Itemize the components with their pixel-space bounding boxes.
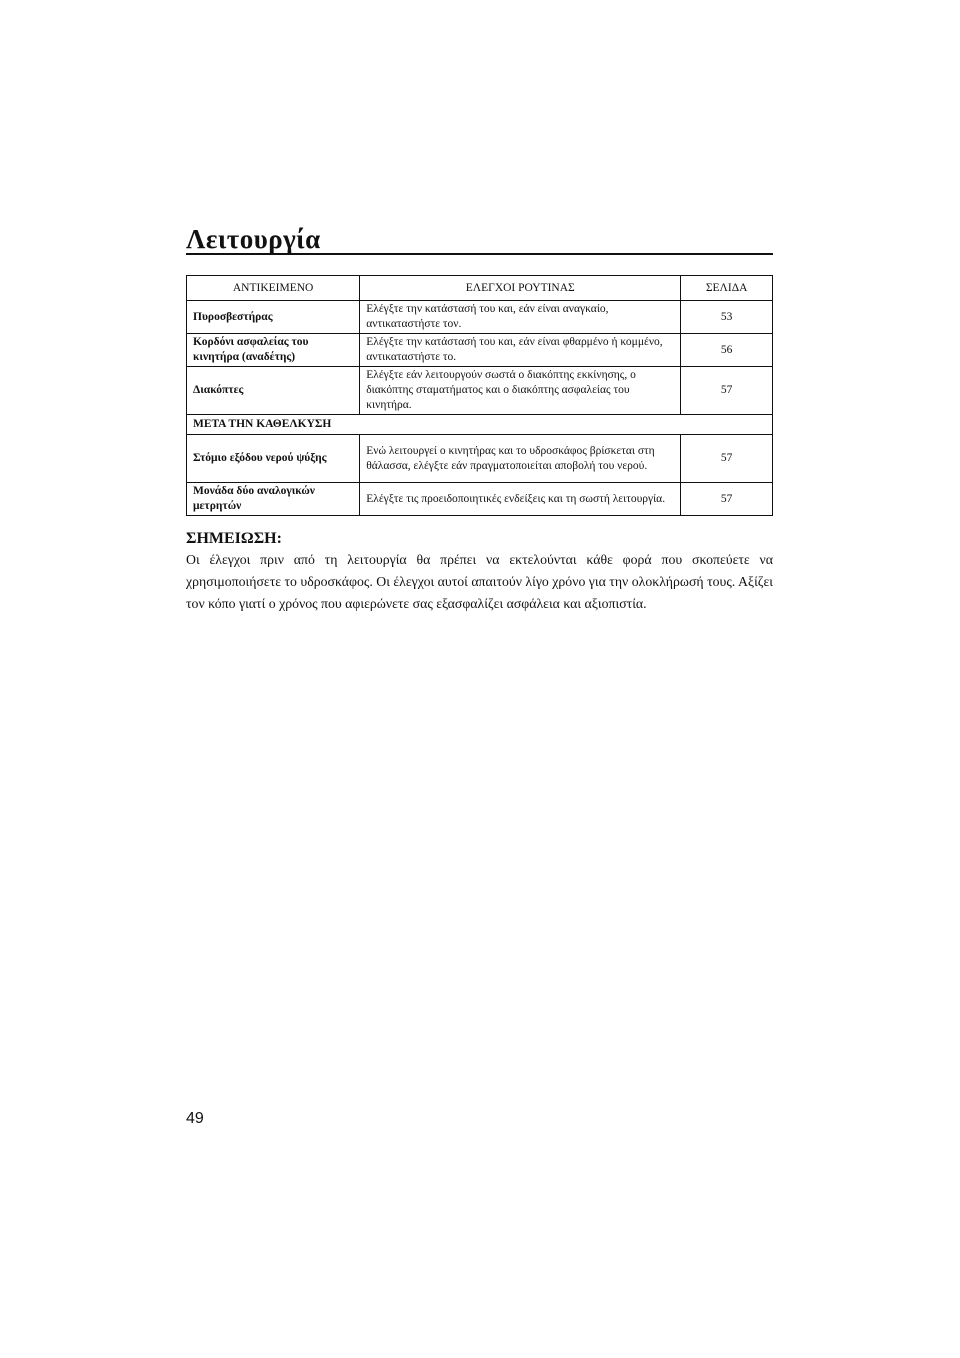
row-check: Ελέγξτε εάν λειτουργούν σωστά ο διακόπτης εκκίνησης, ο διακόπτης σταματήματος και ο διακόπτης ασφαλείας του κινητήρα.: [360, 367, 681, 415]
table-row: [187, 483, 773, 516]
page-number: 49: [186, 1110, 204, 1127]
section-row: [187, 415, 773, 435]
row-check: Ελέγξτε τις προειδοποιητικές ενδείξεις και τη σωστή λειτουργία.: [360, 483, 681, 516]
row-item: Μονάδα δύο αναλογικών μετρητών: [187, 483, 360, 516]
header-page: ΣΕΛΙΔΑ: [681, 276, 773, 301]
routine-checks-table: [186, 275, 773, 516]
header-item: ΑΝΤΙΚΕΙΜΕΝΟ: [187, 276, 360, 301]
table-row: [187, 367, 773, 415]
row-check: Ελέγξτε την κατάστασή του και, εάν είναι φθαρμένο ή κομμένο, αντικαταστήστε το.: [360, 334, 681, 367]
table-row: [187, 334, 773, 367]
table-row: [187, 435, 773, 483]
row-page: 57: [681, 483, 773, 516]
header-routine-checks: ΕΛΕΓΧΟΙ ΡΟΥΤΙΝΑΣ: [360, 276, 681, 301]
table-row: [187, 301, 773, 334]
row-check: Ελέγξτε την κατάστασή του και, εάν είναι αναγκαίο, αντικαταστήστε τον.: [360, 301, 681, 334]
title-rule: [186, 253, 773, 255]
row-page: 56: [681, 334, 773, 367]
row-item: Πυροσβεστήρας: [187, 301, 360, 334]
row-item: Στόμιο εξόδου νερού ψύξης: [187, 435, 360, 483]
row-page: 57: [681, 367, 773, 415]
table-header-row: [187, 276, 773, 301]
row-page: 53: [681, 301, 773, 334]
page-title: Λειτουργία: [186, 224, 321, 254]
row-page: 57: [681, 435, 773, 483]
row-item: Κορδόνι ασφαλείας του κινητήρα (αναδέτης): [187, 334, 360, 367]
row-item: Διακόπτες: [187, 367, 360, 415]
note-body: Οι έλεγχοι πριν από τη λειτουργία θα πρέπει να εκτελούνται κάθε φορά που σκοπεύετε να χρησιμοποιήσετε το υδροσκάφος. Οι έλεγχοι αυτοί απαιτούν λίγο χρόνο για την ολοκλήρωσή τους. Αξίζει τον κόπο γιατί ο χρόνος που αφιερώνετε σας εξασφαλίζει ασφάλεια και αξιοπιστία.: [186, 552, 773, 611]
row-check: Ενώ λειτουργεί ο κινητήρας και το υδροσκάφος βρίσκεται στη θάλασσα, ελέγξτε εάν πραγματοποιείται αποβολή του νερού.: [360, 435, 681, 483]
section-title: ΜΕΤΑ ΤΗΝ ΚΑΘΕΛΚΥΣΗ: [187, 415, 773, 435]
note-heading: ΣΗΜΕΙΩΣΗ:: [186, 530, 282, 547]
